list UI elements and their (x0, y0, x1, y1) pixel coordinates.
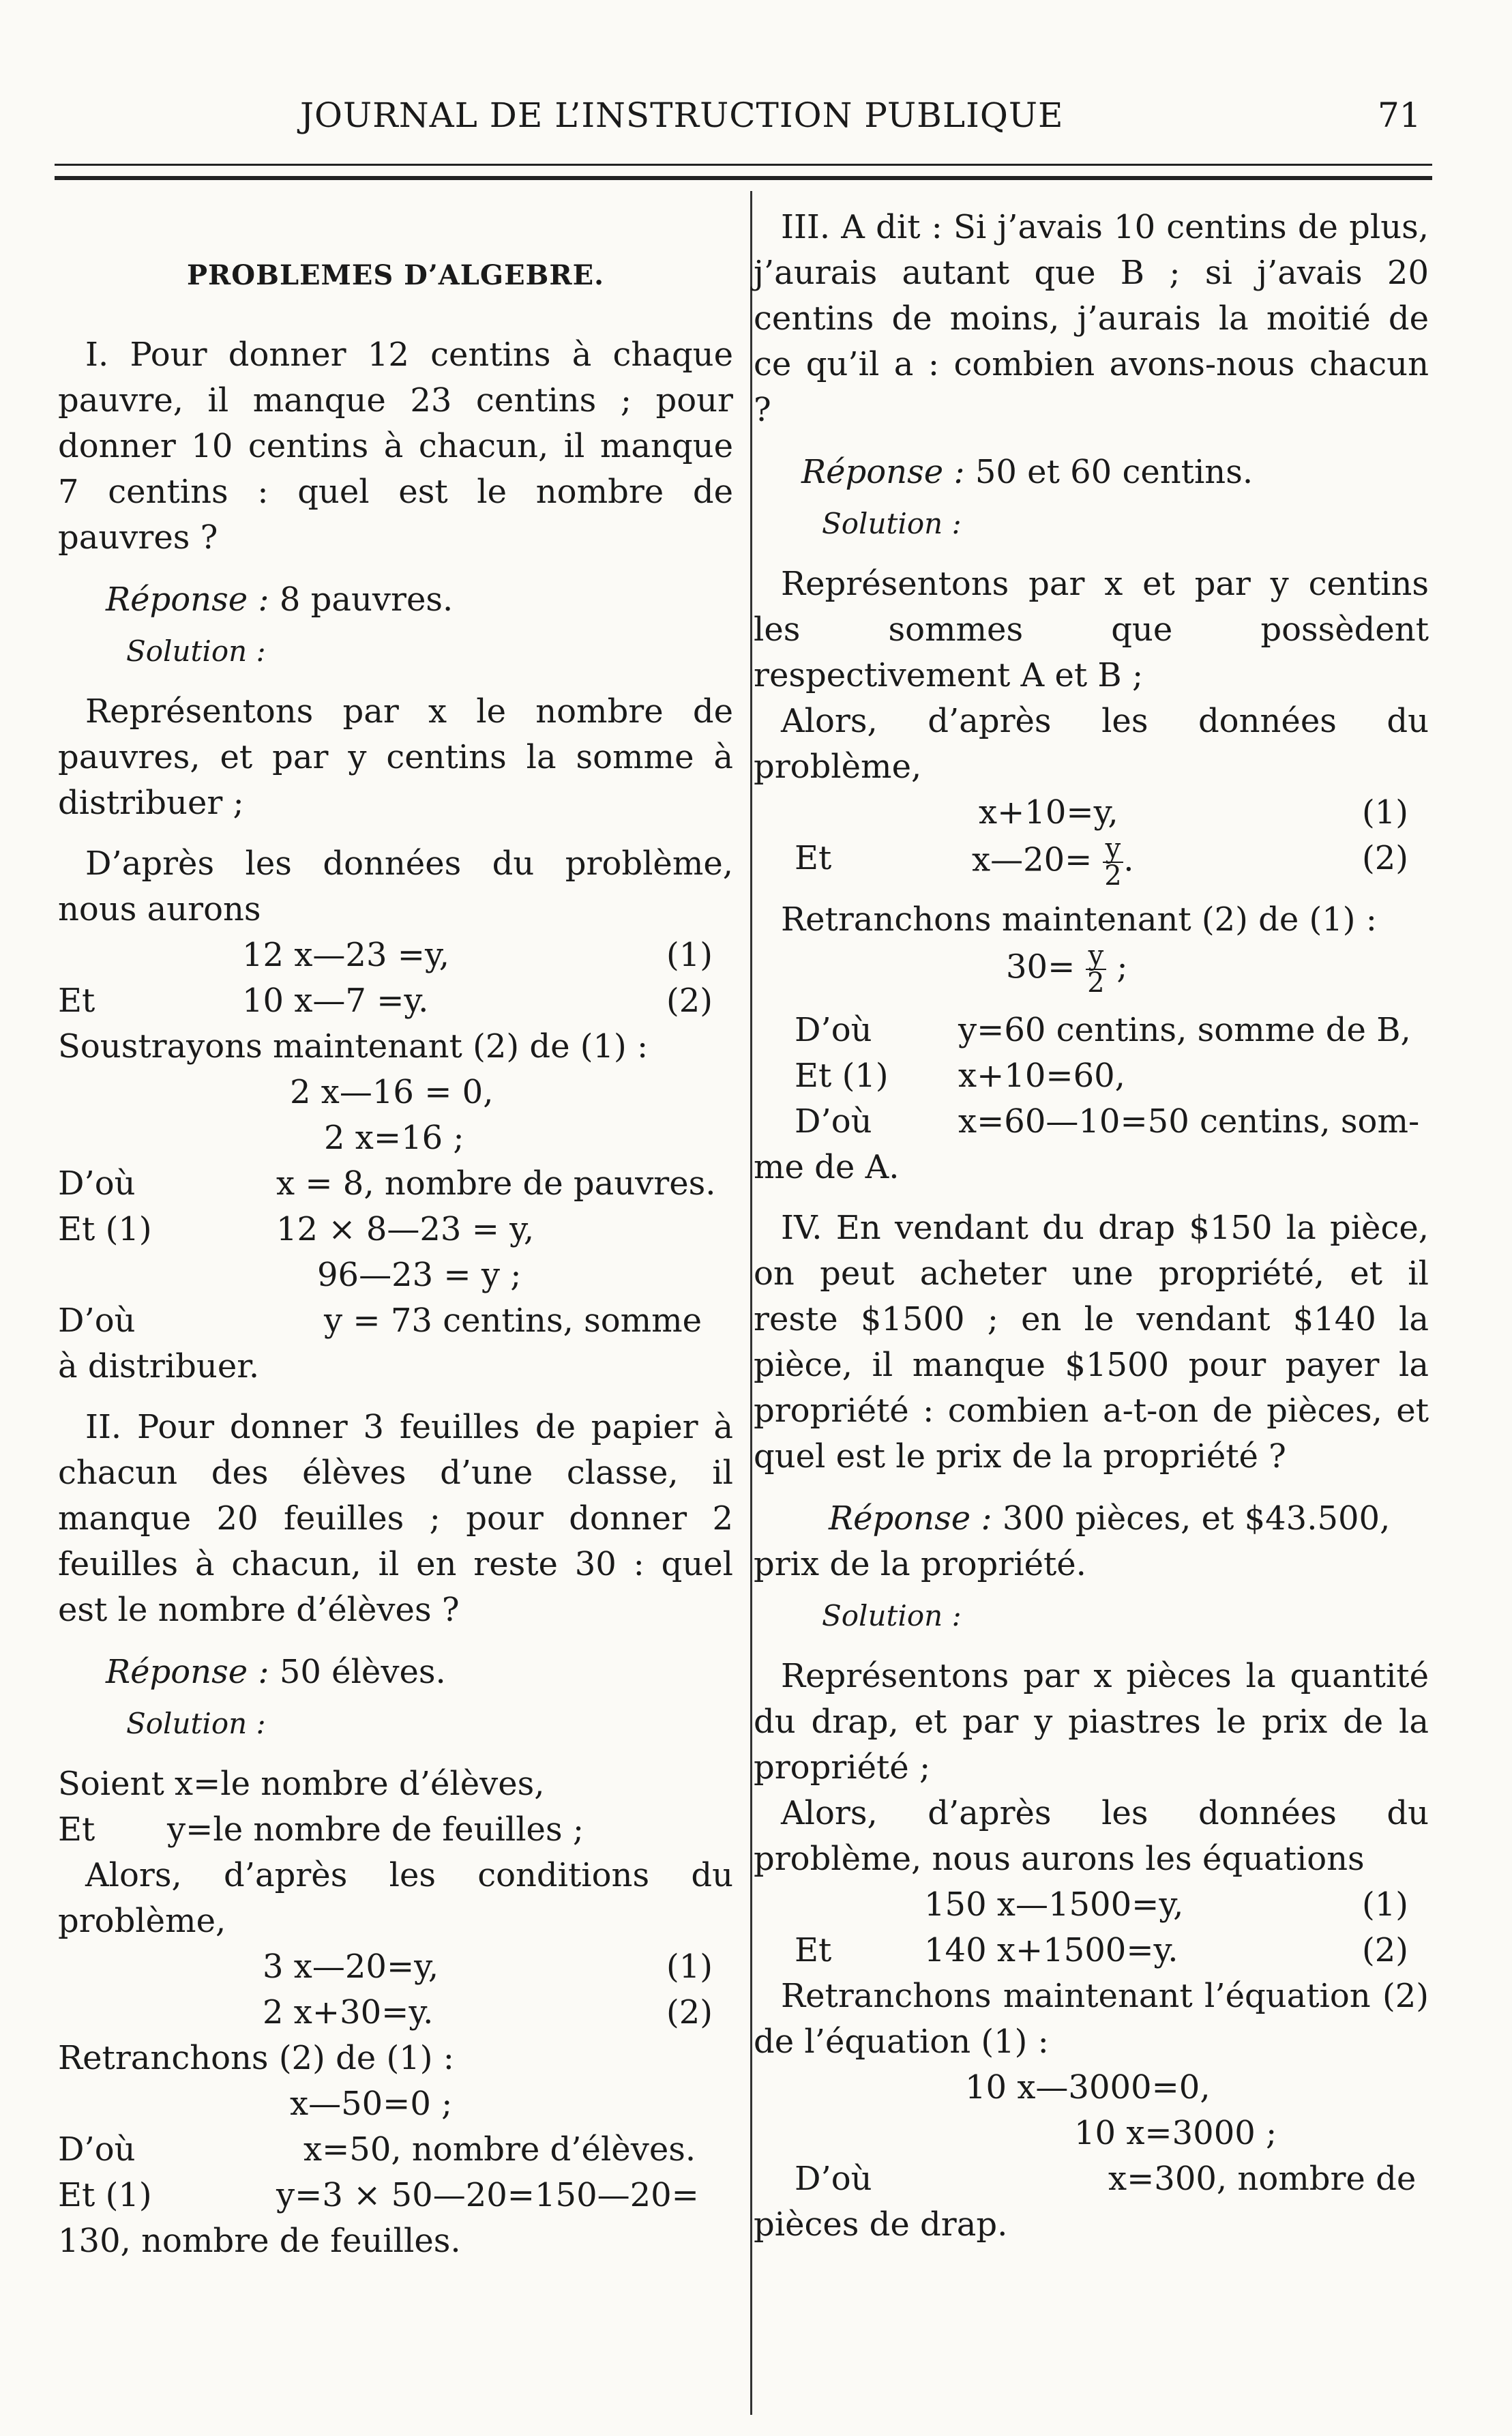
equation-lead: Et (58, 982, 95, 1020)
equation-8 (58, 1298, 733, 1344)
left-column (58, 205, 733, 2264)
equation-lead: Et (1) (58, 2176, 152, 2214)
equation-4 (58, 2127, 733, 2173)
equation-expr: x+10=60, (958, 1057, 1125, 1095)
solution-text: Alors, d’après les données du problème, nous aurons les équations (754, 1794, 1429, 1878)
equation-expr: 10 x—7 =y. (242, 982, 429, 1020)
equation-number: (1) (666, 1948, 713, 1986)
solution-text: Alors, d’après les conditions du problème, (58, 1856, 733, 1940)
solution-text: Soustrayons maintenant (2) de (1) : (58, 1027, 649, 1066)
equation-expr: 2 x=16 ; (324, 1119, 464, 1157)
equation-end: ; (1106, 948, 1128, 986)
response-value: 300 pièces, et $43.500, prix de la propriété. (754, 1499, 1391, 1583)
problem-2-response (106, 1649, 733, 1695)
section-heading: PROBLEMES D’ALGEBRE. (186, 259, 605, 291)
header-rule-thick (55, 176, 1432, 180)
solution-label: Solution : (126, 1707, 266, 1740)
fraction (1086, 940, 1107, 999)
solution-text: Soient x=le nombre d’élèves, (58, 1765, 545, 1803)
solution-label: Solution : (126, 634, 266, 668)
fraction (1103, 833, 1124, 892)
problem-1-statement: I. Pour donner 12 centins à chaque pauvre, il manque 23 centins ; pour donner 10 centins à chacun, il manque 7 centins : quel est le nombre de pauvres ? (58, 336, 733, 557)
solution-text: Représentons par x pièces la quantité du drap, et par y piastres le prix de la propriété ; (754, 1657, 1429, 1787)
problem-1 (58, 332, 733, 1390)
equation-4 (58, 1115, 733, 1161)
solution-text: Retranchons (2) de (1) : (58, 2039, 454, 2077)
problem-3-response (801, 450, 1429, 495)
column-divider (750, 191, 752, 2415)
right-column (754, 205, 1429, 2248)
equation-number: (2) (1362, 839, 1408, 877)
equation-5 (754, 2156, 1429, 2202)
equation-expr: x—50=0 ; (290, 2085, 453, 2123)
equation-lead: D’où (58, 1164, 136, 1203)
fraction-denominator: 2 (1087, 967, 1105, 999)
equation-lead: D’où (58, 1302, 136, 1340)
problem-3-statement: III. A dit : Si j’avais 10 centins de plus, j’aurais autant que B ; si j’avais 20 centins de moins, j’aurais la moitié de ce qu’il a : combien avons-nous chacun ? (754, 208, 1429, 429)
problem-4 (754, 1205, 1429, 2248)
fraction-numerator: y (1086, 943, 1107, 970)
response-value: 8 pauvres. (279, 581, 454, 619)
equation-expr: x=300, nombre de (1108, 2160, 1417, 2198)
equation-3 (58, 1070, 733, 1115)
equation-lead: D’où (795, 1011, 872, 1049)
equation-5 (58, 1161, 733, 1207)
equation-expr: x=60—10=50 centins, som- (958, 1102, 1420, 1141)
solution-text: Retranchons maintenant (2) de (1) : (781, 900, 1377, 939)
equation-lead: Et (795, 1931, 832, 1969)
equation-1 (754, 790, 1429, 836)
equation-expr: 150 x—1500=y, (924, 1885, 1184, 1924)
equation-2 (754, 1928, 1429, 1973)
equation-expr (1006, 940, 1128, 999)
equation-def (58, 1807, 733, 1853)
header-rule-thin (55, 164, 1432, 166)
problem-1-response (106, 577, 733, 623)
solution-text: Alors, d’après les données du problème, (754, 702, 1429, 786)
equation-1 (754, 1882, 1429, 1928)
equation-number: (1) (666, 936, 713, 974)
problem-2-statement: II. Pour donner 3 feuilles de papier à chacun des élèves d’une classe, il manque 20 feuilles ; pour donner 2 feuilles à chacun, il en reste 30 : quel est le nombre d’élèves ? (58, 1408, 733, 1629)
equation-lead: Et (1) (795, 1057, 889, 1095)
equation-4 (754, 2111, 1429, 2156)
equation-number: (2) (666, 1993, 713, 2031)
equation-expr: 12 x—23 =y, (242, 936, 449, 974)
response-label: Réponse : (829, 1499, 992, 1538)
equation-number: (2) (1362, 1931, 1408, 1969)
running-title: JOURNAL DE L’INSTRUCTION PUBLIQUE (300, 96, 1064, 135)
solution-text: Représentons par x le nombre de pauvres, et par y centins la somme à distribuer ; (58, 692, 733, 822)
equation-6 (58, 1207, 733, 1252)
fraction-denominator: 2 (1104, 860, 1122, 892)
solution-text: à distribuer. (58, 1347, 260, 1385)
equation-2 (58, 978, 733, 1024)
equation-lead: Et (1) (58, 1210, 152, 1248)
equation-6 (754, 1099, 1429, 1145)
solution-text: me de A. (754, 1148, 900, 1186)
problem-4-statement: IV. En vendant du drap $150 la pièce, on peut acheter une propriété, et il reste $1500 ; en le vendant $140 la pièce, il manque $1500 pour payer la propriété : combien a-t-on de pièces, et quel est le prix de la propriété ? (754, 1209, 1429, 1476)
equation-lead: D’où (58, 2130, 136, 2169)
solution-text: Représentons par x et par y centins les sommes que possèdent respectivement A et B ; (754, 565, 1429, 694)
equation-lead: Et (795, 839, 832, 877)
equation-expr: 12 × 8—23 = y, (276, 1210, 535, 1248)
equation-expr: 2 x+30=y. (263, 1993, 434, 2031)
response-value: 50 élèves. (279, 1653, 446, 1691)
equation-expr: 96—23 = y ; (317, 1256, 522, 1294)
equation-expr: y=60 centins, somme de B, (958, 1011, 1411, 1049)
problem-4-response (754, 1496, 1429, 1587)
equation-3 (58, 2081, 733, 2127)
equation-2 (58, 1990, 733, 2036)
equation-end: . (1123, 840, 1134, 879)
equation-expr: y=3 × 50—20=150—20= (276, 2176, 699, 2214)
equation-expr: 140 x+1500=y. (924, 1931, 1179, 1969)
equation-left: 30= (1006, 948, 1076, 986)
equation-expr: x=50, nombre d’élèves. (303, 2130, 696, 2169)
fraction-numerator: y (1103, 836, 1124, 863)
equation-expr (972, 833, 1134, 892)
equation-7 (58, 1252, 733, 1298)
page-number: 71 (1378, 96, 1421, 135)
equation-expr: x = 8, nombre de pauvres. (276, 1164, 716, 1203)
equation-number: (1) (1362, 793, 1408, 832)
solution-label: Solution : (822, 507, 962, 540)
response-label: Réponse : (106, 581, 269, 619)
problem-3 (754, 205, 1429, 1190)
equation-1 (58, 933, 733, 978)
solution-label: Solution : (822, 1599, 962, 1632)
equation-2 (754, 833, 1429, 897)
solution-text: 130, nombre de feuilles. (58, 2222, 461, 2260)
solution-text: pièces de drap. (754, 2205, 1008, 2244)
response-value: 50 et 60 centins. (975, 453, 1254, 491)
equation-4 (754, 1008, 1429, 1053)
equation-number: (1) (1362, 1885, 1408, 1924)
equation-expr: 2 x—16 = 0, (290, 1073, 494, 1111)
equation-lead: D’où (795, 1102, 872, 1141)
equation-expr: y = 73 centins, somme (324, 1302, 702, 1340)
equation-expr: 10 x—3000=0, (965, 2068, 1211, 2107)
equation-lead: Et (58, 1810, 95, 1849)
equation-expr: 10 x=3000 ; (1074, 2114, 1277, 2152)
response-label: Réponse : (106, 1653, 269, 1691)
equation-1 (58, 1944, 733, 1990)
equation-left: x—20= (972, 840, 1093, 879)
response-label: Réponse : (801, 453, 965, 491)
equation-5 (754, 1053, 1429, 1099)
equation-number: (2) (666, 982, 713, 1020)
solution-text: D’après les données du problème, nous aurons (58, 845, 733, 928)
equation-expr: 3 x—20=y, (263, 1948, 439, 1986)
equation-expr: y=le nombre de feuilles ; (167, 1810, 584, 1849)
equation-5 (58, 2173, 733, 2218)
equation-3 (754, 2065, 1429, 2111)
solution-text: Retranchons maintenant l’équation (2) de l’équation (1) : (754, 1977, 1429, 2061)
equation-lead: D’où (795, 2160, 872, 2198)
page-header (0, 96, 1512, 150)
equation-expr: x+10=y, (979, 793, 1118, 832)
equation-3 (754, 940, 1429, 1008)
problem-2 (58, 1405, 733, 2264)
